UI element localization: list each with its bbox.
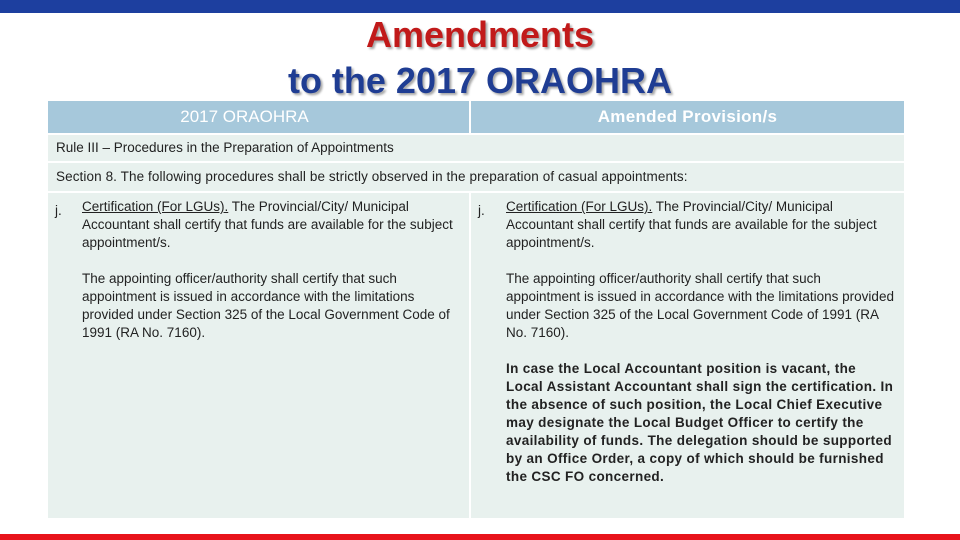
original-provision-text — [82, 198, 462, 360]
certification-heading: Certification (For LGUs). — [506, 199, 653, 214]
bottom-accent-bar — [0, 534, 960, 540]
slide-title: Amendments — [365, 14, 595, 55]
table-header-row — [48, 101, 904, 133]
appointing-officer-paragraph: The appointing officer/authority shall certify that such appointment is issued in accordance with the limitations provided under Section 325 of the Local Government Code of 1991 (RA No. 7160). — [82, 271, 450, 340]
slide-subtitle: to the 2017 ORAOHRA — [287, 60, 673, 101]
certification-text: The Provincial/City/ Municipal Accountant shall certify that funds are available for the subject appointment/s. — [506, 199, 877, 250]
vacancy-delegation-paragraph: In case the Local Accountant position is vacant, the Local Assistant Accountant shall sign the certification. In the absence of such position, the Local Chief Executive may designate the Local Budget Officer to certify the availability of funds. The delegation should be supported by an Office Order, a copy of which should be furnished the CSC FO concerned. — [506, 361, 894, 484]
certification-heading: Certification (For LGUs). — [82, 199, 229, 214]
header-amended-label: Amended Provision/s — [597, 107, 778, 126]
header-amended — [471, 101, 904, 133]
item-marker: j. — [55, 203, 62, 218]
certification-text: The Provincial/City/ Municipal Accountant shall certify that funds are available for the subject appointment/s. — [82, 199, 453, 250]
rule-row: Rule III – Procedures in the Preparation of Appointments — [48, 135, 904, 161]
section-row: Section 8. The following procedures shall be strictly observed in the preparation of casual appointments: — [48, 163, 904, 191]
amended-provision-cell — [471, 193, 904, 518]
original-provision-cell — [48, 193, 471, 518]
comparison-table — [48, 101, 904, 518]
appointing-officer-paragraph: The appointing officer/authority shall certify that such appointment is issued in accordance with the limitations provided under Section 325 of the Local Government Code of 1991 (RA No. 7160). — [506, 271, 894, 340]
top-accent-bar — [0, 0, 960, 13]
certification-paragraph — [506, 198, 896, 252]
item-marker: j. — [478, 203, 485, 218]
provision-row — [48, 193, 904, 518]
header-original-label: 2017 ORAOHRA — [180, 107, 309, 126]
certification-paragraph — [82, 198, 462, 252]
amended-provision-text — [506, 198, 896, 504]
header-original — [48, 101, 471, 133]
